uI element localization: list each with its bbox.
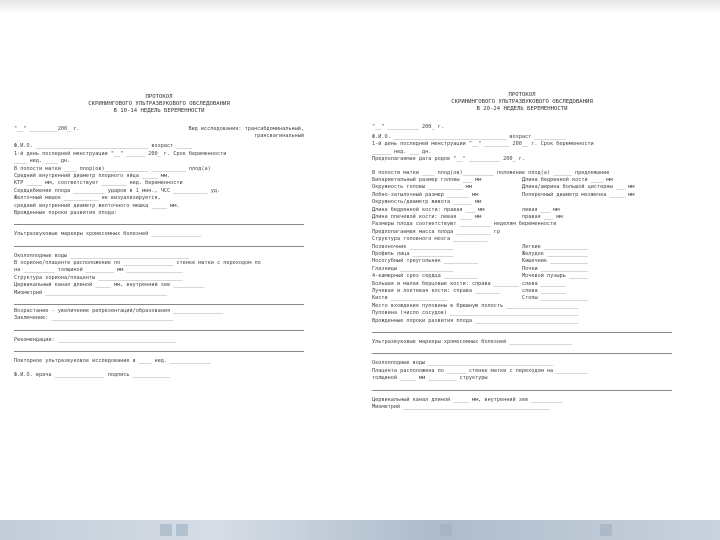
anatomy-row: Кисти __________________ Стопы _______________ bbox=[372, 295, 588, 302]
form-line: на __________ толщиной _________ мм __________________ bbox=[14, 267, 183, 274]
anatomy-row: 4-камерный срез сердца ___________ Мочевой пузырь ______ bbox=[372, 273, 588, 280]
recommendations-line: Рекомендации: ______________________________________ bbox=[14, 336, 177, 343]
protocol-10-14-weeks bbox=[14, 94, 304, 379]
anatomy-row: Носогубный треугольник ___________ Кишечник ____________ bbox=[372, 258, 588, 265]
decor-square bbox=[160, 524, 172, 536]
blank-rule bbox=[372, 325, 672, 333]
form-line: Пуповина (число сосудов) _________________________________________ bbox=[372, 310, 579, 317]
form-line: 1-й день последней менструации "__" ______ 200_ г. Срок беременности bbox=[14, 150, 227, 157]
blank-rule bbox=[14, 217, 304, 225]
blank-rule bbox=[14, 297, 304, 305]
form-line: Врожденные пороки развития плода: bbox=[14, 209, 118, 216]
fetometry-row: Бипариетальный размер головы ___ мм Длина бедренной кости ____ мм bbox=[372, 176, 613, 183]
form-line: Ф.И.О. ____________________________________ возраст _____ bbox=[14, 143, 193, 150]
anatomy-row: Профиль лица _____________ Желудок _____________ bbox=[372, 250, 588, 257]
protocol-title: ПРОТОКОЛ СКРИНИНГОВОГО УЛЬТРАЗВУКОВОГО ОБСЛЕДОВАНИЯ В 10-14 НЕДЕЛЬ БЕРЕМЕННОСТИ bbox=[88, 94, 230, 115]
form-line: Плацента расположена по ______ стенке матки с переходом на __________ bbox=[372, 367, 588, 374]
form-line: Врожденные пороки развития плода _________________________________ bbox=[372, 317, 579, 324]
form-line: КТР _____ мм, соответствует ________ нед. беременности bbox=[14, 180, 183, 187]
fetometry-row: Лобно-затылочный размер _______ мм Поперечный диаметр мозжечка _____ мм bbox=[372, 191, 635, 198]
exam-type-label: Вид исследования: трансабдоминальный, bbox=[188, 125, 304, 132]
form-line: толщиной _____ мм _________ структуры bbox=[372, 375, 488, 382]
myometrium-line: Миометрий _______________________________________________ bbox=[372, 403, 551, 410]
form-line: Сердцебиение плода __________ ударов в 1 мин., ЧСС ___________ уд. bbox=[14, 187, 221, 194]
blank-rule bbox=[14, 239, 304, 247]
bottom-decor-bar bbox=[0, 520, 720, 540]
form-line: Желточный мешок ___________ не визуализируется, bbox=[14, 195, 161, 202]
form-line: Миометрий _______________________________________ bbox=[14, 289, 168, 296]
date-row bbox=[14, 126, 304, 133]
fetometry-row: Окружность/диаметр живота ______ мм bbox=[372, 199, 482, 206]
blank-rule bbox=[14, 344, 304, 352]
protocol-20-24-weeks bbox=[372, 92, 672, 411]
signature-line: Ф.И.О. врача ________________ подпись ____________ bbox=[14, 371, 171, 378]
form-line: средний внутренний диаметр желточного мешка _____ мм. bbox=[14, 202, 180, 209]
anatomy-row: Лучевая и локтевая кости: справа ________ слева ________ bbox=[372, 288, 566, 294]
blank-rule bbox=[372, 383, 672, 391]
fetometry-row: Длина плечевой кости: левая ____ мм правая ___ мм bbox=[372, 213, 563, 220]
form-line: Структура хориона/плаценты ___________________________ bbox=[14, 274, 183, 281]
date-field: "__" __________ 200_ г. bbox=[372, 123, 444, 130]
anatomy-row: Большая и малая берцовые кости: справа ________ слева ________ bbox=[372, 280, 566, 287]
form-line: Околоплодные воды ________________________________________ bbox=[372, 360, 554, 367]
form-line: В полости матки ____ плод(ов)______________ ___________ плод(а) bbox=[14, 165, 211, 172]
conclusion-line: Заключение: _______________________________________ bbox=[14, 315, 174, 322]
form-line: ______ нед. ___ дн. bbox=[372, 148, 432, 155]
form-line: Цервикальный канал длиной _____ мм, внутренний зев __________ bbox=[14, 282, 205, 289]
brain-line: Структура головного мозга ___________ bbox=[372, 236, 488, 243]
form-line: Средний внутренний диаметр плодного яйца _____ мм. bbox=[14, 172, 171, 179]
form-line: Возрастание - увеличение репрезентаций/образования ________________ bbox=[14, 308, 224, 315]
markers-line: Ультразвуковые маркеры хромосомных болезней ____________________ bbox=[372, 338, 572, 345]
form-line: Предполагаемая дата родов "__" __________ 200_ г. bbox=[372, 156, 526, 163]
date-field: "__" _________200_ г. bbox=[14, 125, 80, 132]
anatomy-row: Позвоночник ______________ Легкие ______________ bbox=[372, 243, 588, 250]
size-line: Размеры плода соответствуют __________ неделям беременности bbox=[372, 221, 557, 228]
form-line: В хорионе/плаценте расположение по ________________ стенке матки с переходом по bbox=[14, 260, 261, 267]
cervix-line: Цервикальный канал длиной _____ мм, внутренний зев __________ bbox=[372, 396, 563, 403]
blank-rule bbox=[372, 346, 672, 354]
form-line: 1-й день последней менструации "__" ________ 200__ г. Срок беременности bbox=[372, 141, 594, 148]
decor-square bbox=[440, 524, 452, 536]
blank-rule bbox=[14, 323, 304, 331]
markers-line: Ультразвуковые маркеры хромосомных болезней ________________ bbox=[14, 231, 202, 238]
form-line: Ф.И.О. ____________________________________ возраст __________ bbox=[372, 134, 566, 140]
decor-square bbox=[600, 524, 612, 536]
fetus-line: В полости матки ____ плод(ов)__________ положение плод(а) ______ предлежание bbox=[372, 169, 610, 176]
repeat-exam-line: Повторное ультразвуковое исследование в ____ нед. _____________ bbox=[14, 358, 211, 365]
weight-line: Предполагаемая масса плода ___________ гр bbox=[372, 228, 501, 235]
exam-type-value: трансвагинальный bbox=[254, 133, 304, 139]
top-bar bbox=[0, 0, 720, 14]
anatomy-row: Глазницы _________________ Почки _______________ bbox=[372, 265, 588, 272]
protocol-title: ПРОТОКОЛ СКРИНИНГОВОГО УЛЬТРАЗВУКОВОГО ОБСЛЕДОВАНИЯ В 20-24 НЕДЕЛЬ БЕРЕМЕННОСТИ bbox=[451, 92, 593, 113]
form-line: Место вхождения пуповины в брюшную полость _______________________ bbox=[372, 302, 579, 309]
decor-square bbox=[176, 524, 188, 536]
form-line: ____ нед. ____ дн. bbox=[14, 158, 71, 165]
fetometry-row: Окружность головы ___________ мм Длина/ширина большой цистерны ___ мм bbox=[372, 184, 635, 191]
fetometry-row: Длина бедренной кости: правая ___ мм левая ___ мм bbox=[372, 206, 560, 213]
form-line: Околоплодные воды ______________________________________ bbox=[14, 252, 189, 259]
